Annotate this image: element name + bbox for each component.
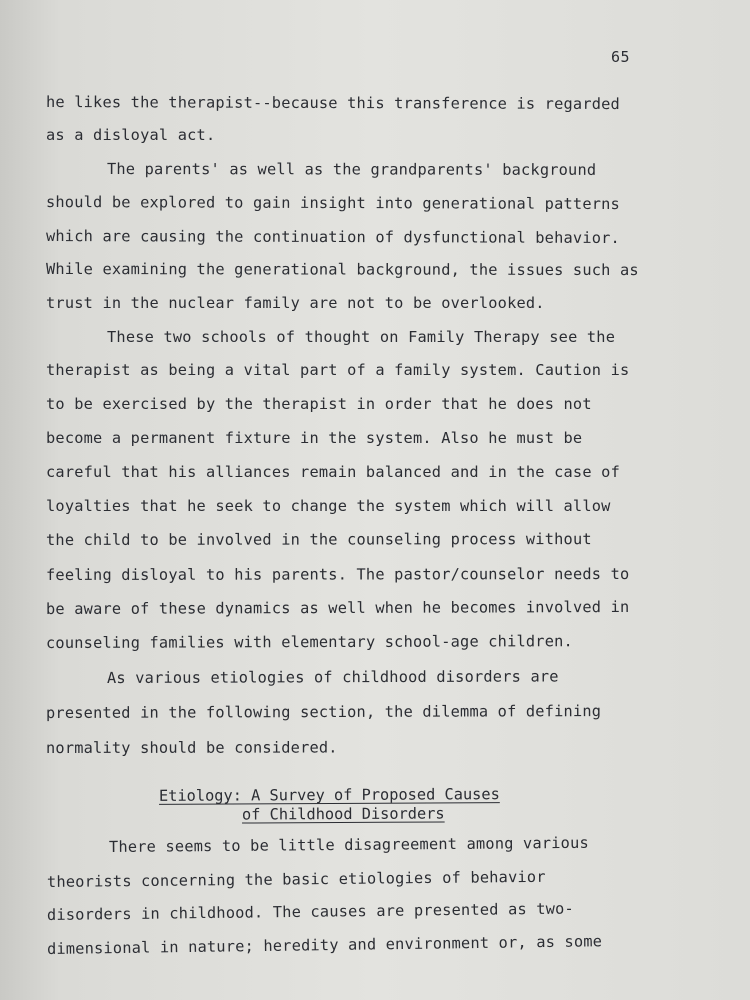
body-line: loyalties that he seek to change the system which will allow	[46, 497, 611, 515]
body-line: As various etiologies of childhood disorders are	[106, 667, 559, 687]
body-line: which are causing the continuation of dysfunctional behavior.	[45, 227, 621, 248]
body-line: There seems to be little disagreement among various	[108, 833, 589, 856]
body-line: counseling families with elementary school-age children.	[45, 632, 573, 652]
body-line: The parents' as well as the grandparents' background	[106, 160, 597, 179]
body-line: therapist as being a vital part of a family system. Caution is	[46, 361, 630, 379]
body-line: the child to be involved in the counseling process without	[45, 530, 592, 549]
body-line: disorders in childhood. The causes are presented as two-	[46, 899, 575, 924]
body-line: become a permanent fixture in the system. Also he must be	[46, 429, 583, 447]
section-heading-line: of Childhood Disorders	[241, 804, 445, 824]
body-line: be aware of these dynamics as well when he becomes involved in	[45, 597, 630, 618]
body-line: normality should be considered.	[45, 738, 338, 757]
body-line: should be explored to gain insight into generational patterns	[45, 193, 621, 214]
body-line: dimensional in nature; heredity and environment or, as some	[46, 932, 603, 958]
section-heading-line: Etiology: A Survey of Proposed Causes	[158, 785, 500, 805]
body-line: presented in the following section, the dilemma of defining	[45, 702, 602, 722]
body-line: While examining the generational background, the issues such as	[45, 260, 639, 280]
body-line: These two schools of thought on Family Therapy see the	[107, 328, 616, 346]
page-number: 65	[611, 48, 631, 66]
body-line: as a disloyal act.	[46, 126, 216, 144]
body-line: to be exercised by the therapist in order that he does not	[46, 395, 592, 413]
body-line: he likes the therapist--because this transference is regarded	[45, 93, 621, 114]
body-line: trust in the nuclear family are not to be overlooked.	[46, 294, 545, 312]
body-line: theorists concerning the basic etiologies of behavior	[46, 867, 546, 891]
body-line: feeling disloyal to his parents. The pastor/counselor needs to	[45, 564, 630, 584]
body-line: careful that his alliances remain balanced and in the case of	[46, 463, 620, 481]
